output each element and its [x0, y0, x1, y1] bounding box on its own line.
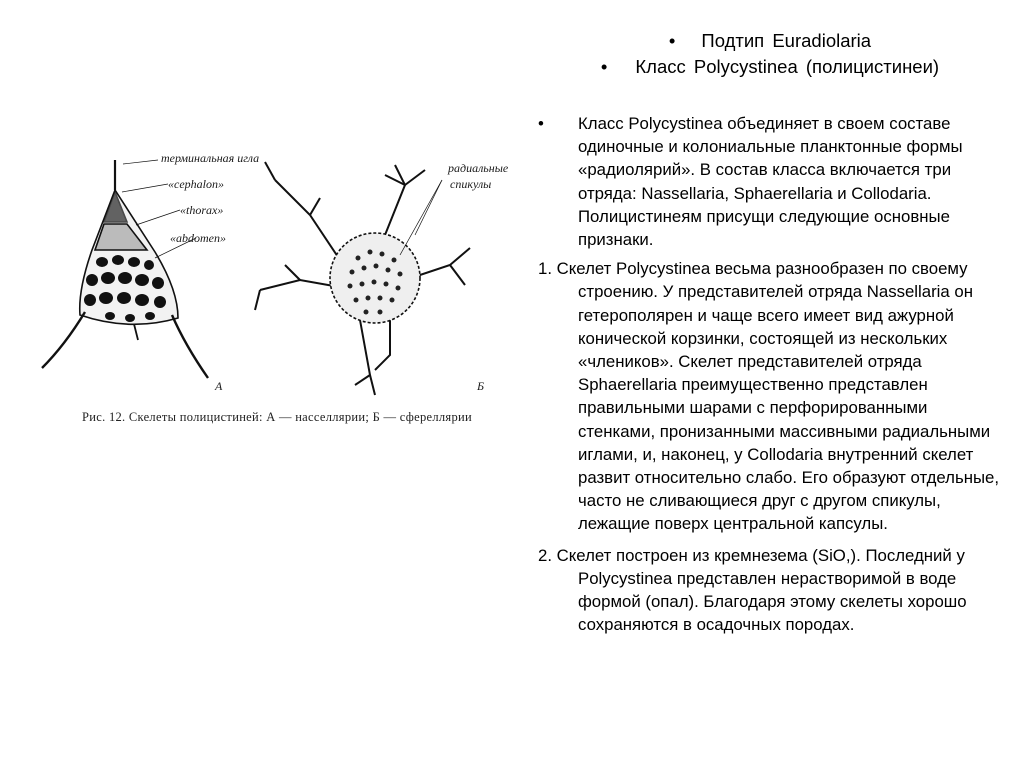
point-1-paragraph: 1. Скелет Polycystinea весьма разнообразен по своему строению. У представителей отряда Nassellaria он гетерополярен и чаще всего имеет вид ажурной конической корзинки, состоящей из нескольких «члеников». Скелет представителей отряда Sphaerellaria преимущественно представлен правильными шарами с перфорированными стенками, пронизанными массивными радиальными иглами, и, наконец, у Collodaria внутренний скелет развит относительно слабо. Его образуют отдельные, часто не сливающиеся друг с другом спикулы, лежащие поверх центральной капсулы. [538, 259, 1000, 534]
intro-text: Класс Polycystinea объединяет в своем составе одиночные и колониальные планктонные формы «радиолярий». В состав класса включается три отряда: Nassellaria, Sphaerellaria и Collodaria. Полицистинеям присущи следующие основные признаки. [578, 114, 963, 250]
label-cephalon: «cephalon» [168, 177, 224, 191]
label-letter-a: А [215, 379, 223, 393]
point-2-paragraph: 2. Скелет построен из кремнезема (SiO,). Последний у Polycystinea представлен нерастворимой в воде формой (опал). Благодаря этому скелеты хорошо сохраняются в осадочных породах. [538, 545, 967, 635]
spine-lower [375, 320, 390, 370]
slide-body [538, 112, 1008, 636]
spine-right [172, 315, 208, 378]
label-thorax: «thorax» [180, 203, 224, 217]
subtype-title-text: Подтип Euradiolaria [701, 30, 872, 51]
nassellaria-skeleton [42, 160, 208, 378]
spine-lower-left [360, 320, 375, 395]
bullet-icon: • [668, 30, 676, 51]
label-abdomen: «abdomen» [170, 231, 226, 245]
slide-header [535, 28, 1005, 80]
bullet-icon: • [600, 56, 608, 77]
bullet-icon: • [538, 114, 544, 133]
class-title [535, 54, 1005, 80]
spine-left [42, 312, 85, 368]
spine-upper-left [275, 180, 340, 260]
label-radial-spicules-2: спикулы [450, 177, 492, 191]
skeleton-figure [30, 140, 530, 440]
subtype-title [535, 28, 1005, 54]
class-title-text: Класс Polycystinea (полицистинеи) [635, 56, 940, 77]
label-letter-b: Б [477, 379, 485, 393]
figure-caption: Рис. 12. Скелеты полицистиней: А — насселлярии; Б — сфереллярии [82, 410, 473, 424]
intro-paragraph [538, 112, 1008, 251]
label-terminal-needle: терминальная игла [161, 151, 260, 165]
sphere-shell [330, 233, 420, 323]
sphaerellaria-skeleton [255, 162, 470, 395]
label-radial-spicules-1: радиальные [448, 161, 509, 175]
